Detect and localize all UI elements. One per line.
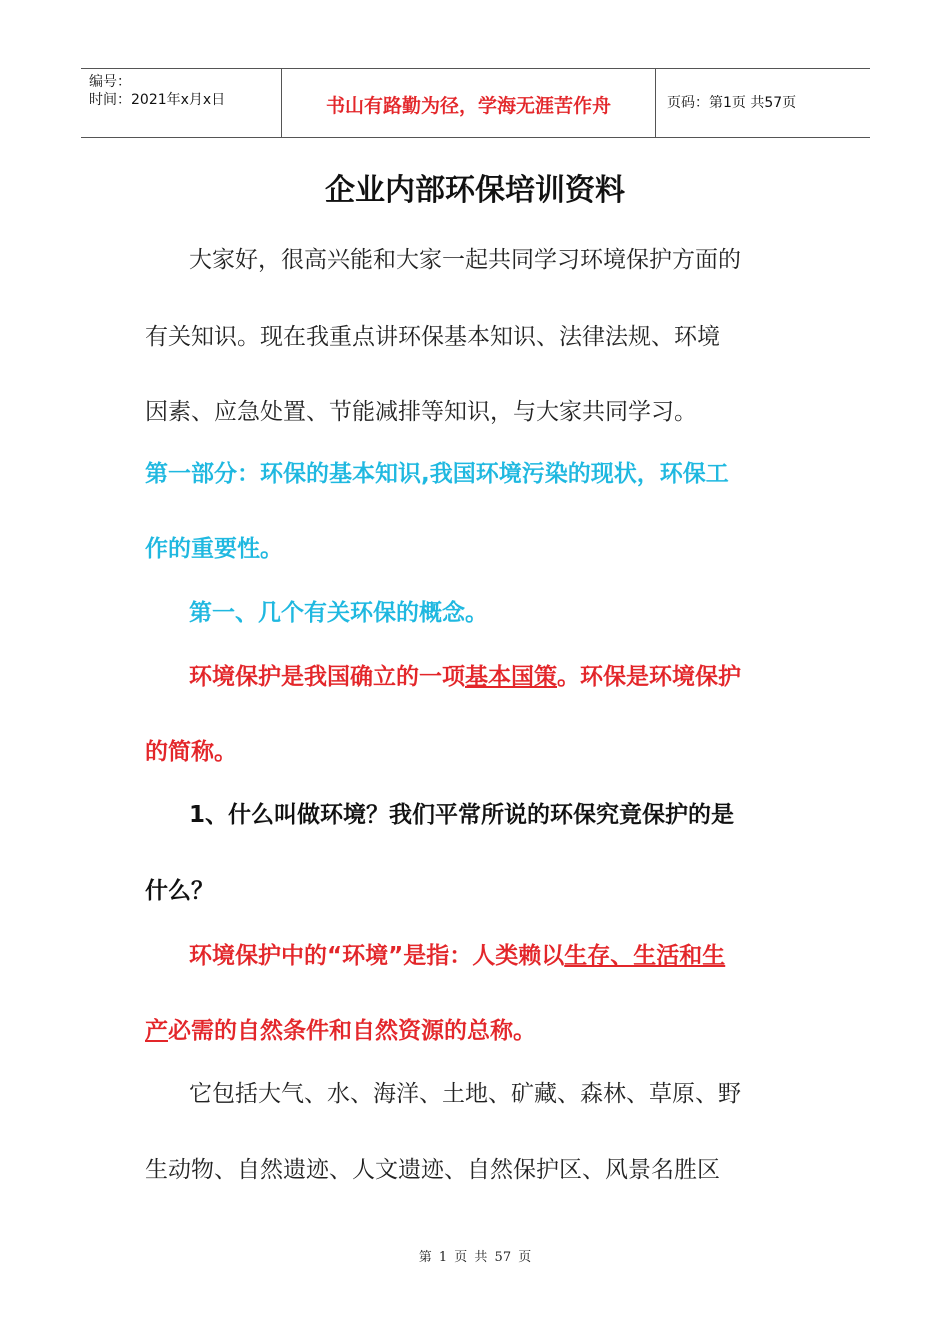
document-number-label: 编号： — [89, 74, 131, 90]
answer-underlined-a: 生存、生活和生 — [564, 943, 726, 969]
definition-underlined-term: 基本国策 — [465, 664, 557, 690]
definition-line-2: 的简称。 — [145, 739, 237, 765]
answer-line-1 — [145, 937, 854, 970]
body-line-1: 它包括大气、水、海洋、土地、矿藏、森林、草原、野 — [189, 1081, 741, 1107]
page-footer: 第 1 页 共 57 页 — [418, 1250, 532, 1265]
question-line-2: 什么？ — [145, 878, 214, 904]
subsection-heading: 第一、几个有关环保的概念。 — [189, 600, 488, 626]
header-page-number: 页码：第1页 共57页 — [667, 95, 797, 111]
intro-line-2: 有关知识。现在我重点讲环保基本知识、法律法规、环境 — [145, 324, 720, 350]
definition-text-a: 环境保护是我国确立的一项 — [189, 664, 465, 690]
answer-underlined-b: 产 — [145, 1018, 168, 1044]
answer-line-2 — [145, 1012, 810, 1045]
section-heading-line-1: 第一部分：环保的基本知识,我国环境污染的现状，环保工 — [145, 461, 729, 487]
document-title: 企业内部环保培训资料 — [325, 173, 625, 208]
body-line-2: 生动物、自然遗迹、人文遗迹、自然保护区、风景名胜区 — [145, 1157, 720, 1183]
question-line-1: 1、什么叫做环境？我们平常所说的环保究竟保护的是 — [189, 802, 735, 828]
definition-line-1 — [145, 658, 854, 691]
answer-text-b: 必需的自然条件和自然资源的总称。 — [168, 1018, 536, 1044]
header-info-cell — [81, 69, 281, 137]
document-date-label: 时间：2021年x月x日 — [89, 92, 226, 108]
intro-line-1: 大家好，很高兴能和大家一起共同学习环境保护方面的 — [189, 247, 741, 273]
header-page-cell — [655, 69, 870, 137]
header-motto: 书山有路勤为径，学海无涯苦作舟 — [325, 95, 611, 117]
definition-text-c: 。环保是环境保护 — [557, 664, 741, 690]
intro-line-3: 因素、应急处置、节能减排等知识，与大家共同学习。 — [145, 399, 697, 425]
section-heading-line-2: 作的重要性。 — [145, 536, 283, 562]
answer-text-a: 环境保护中的“环境”是指：人类赖以 — [189, 943, 565, 969]
header-table — [81, 68, 870, 138]
header-motto-cell — [281, 69, 656, 137]
